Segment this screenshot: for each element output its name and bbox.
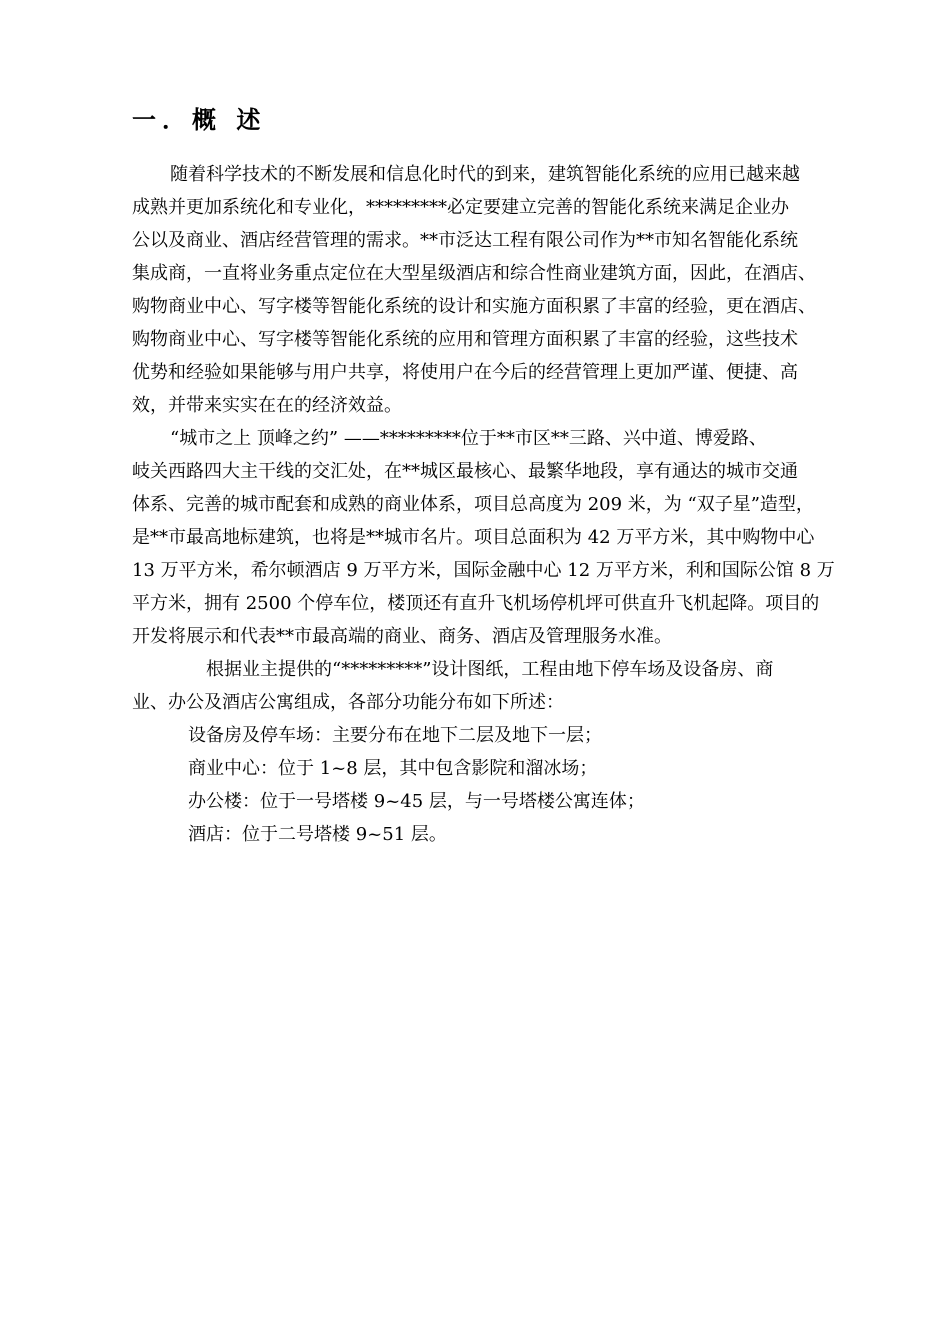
section-heading: 一．概 述 [132,106,267,134]
paragraph-2-line-7: 开发将展示和代表**市最高端的商业、商务、酒店及管理服务水准。 [132,626,672,647]
paragraph-2-line-3: 体系、完善的城市配套和成熟的商业体系，项目总高度为 209 米，为 “双子星”造型， [132,494,814,515]
function-item-hotel: 酒店：位于二号塔楼 9~51 层。 [188,824,447,845]
paragraph-1-line-8: 效，并带来实实在在的经济效益。 [132,395,402,416]
paragraph-2-line-6: 平方米，拥有 2500 个停车位，楼顶还有直升飞机场停机坪可供直升飞机起降。项目的 [132,593,820,614]
paragraph-1-line-6: 购物商业中心、写字楼等智能化系统的应用和管理方面积累了丰富的经验，这些技术 [132,329,798,350]
paragraph-3-line-2: 业、办公及酒店公寓组成，各部分功能分布如下所述： [132,692,564,713]
paragraph-2-line-2: 岐关西路四大主干线的交汇处，在**城区最核心、最繁华地段，享有通达的城市交通 [132,461,798,482]
function-item-office-building: 办公楼：位于一号塔楼 9~45 层，与一号塔楼公寓连体； [188,791,645,812]
paragraph-1-line-3: 公以及商业、酒店经营管理的需求。**市泛达工程有限公司作为**市知名智能化系统 [132,230,798,251]
paragraph-1-line-5: 购物商业中心、写字楼等智能化系统的设计和实施方面积累了丰富的经验，更在酒店、 [132,296,816,317]
paragraph-2-line-1: “城市之上 顶峰之约” ——*********位于**市区**三路、兴中道、博爱路、 [170,428,767,449]
paragraph-3-line-1: 根据业主提供的“*********”设计图纸，工程由地下停车场及设备房、商 [206,659,774,680]
paragraph-1-line-7: 优势和经验如果能够与用户共享，将使用户在今后的经营管理上更加严谨、便捷、高 [132,362,798,383]
paragraph-2-line-5: 13 万平方米，希尔顿酒店 9 万平方米，国际金融中心 12 万平方米，利和国际公馆 8 万 [132,560,835,581]
paragraph-1-line-2: 成熟并更加系统化和专业化，*********必定要建立完善的智能化系统来满足企业办 [132,197,789,218]
function-item-equipment-parking: 设备房及停车场：主要分布在地下二层及地下一层； [188,725,602,746]
function-item-commercial-center: 商业中心：位于 1~8 层，其中包含影院和溜冰场； [188,758,598,779]
paragraph-1-line-1: 随着科学技术的不断发展和信息化时代的到来，建筑智能化系统的应用已越来越 [170,164,800,185]
paragraph-1-line-4: 集成商，一直将业务重点定位在大型星级酒店和综合性商业建筑方面，因此，在酒店、 [132,263,816,284]
paragraph-2-line-4: 是**市最高地标建筑，也将是**城市名片。项目总面积为 42 万平方米，其中购物中心 [132,527,815,548]
